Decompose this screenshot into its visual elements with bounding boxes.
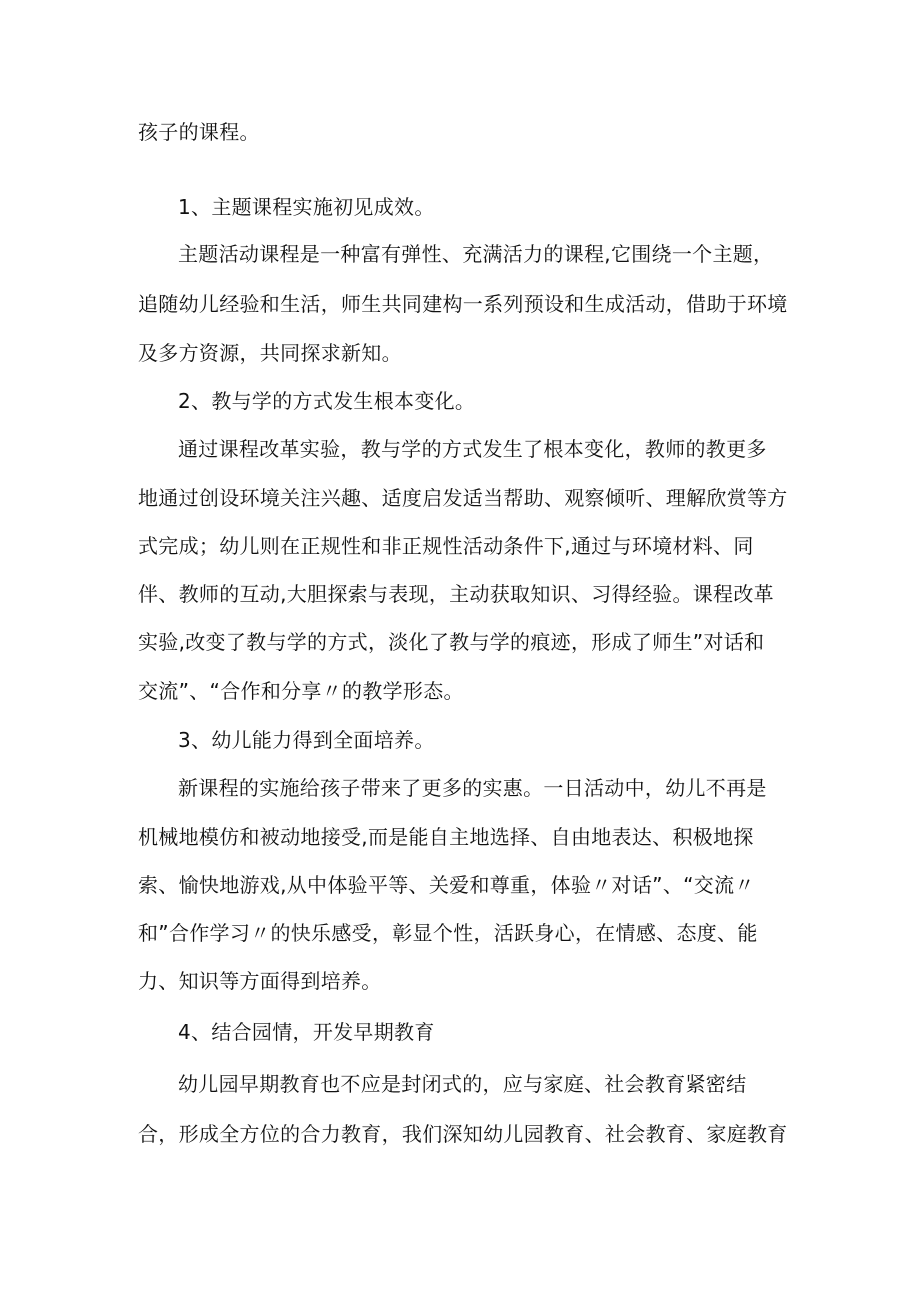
- paragraph-line: 及多方资源，共同探求新知。: [138, 341, 402, 365]
- paragraph-line: 幼儿园早期教育也不应是封闭式的，应与家庭、社会教育紧密结: [178, 1072, 747, 1096]
- paragraph-line: 伴、教师的互动,大胆探索与表现，主动获取知识、习得经验。课程改革: [138, 582, 774, 606]
- paragraph-line: 地通过创设环境关注兴趣、适度启发适当帮助、观察倾听、理解欣赏等方: [138, 486, 788, 510]
- section-heading-3: 3、幼儿能力得到全面培养。: [178, 728, 435, 752]
- section-heading-2: 2、教与学的方式发生根本变化。: [178, 389, 476, 413]
- paragraph-line: 交流”、“合作和分享〃的教学形态。: [138, 679, 464, 703]
- paragraph-line: 新课程的实施给孩子带来了更多的实惠。一日活动中，幼儿不再是: [178, 776, 767, 800]
- paragraph-line: 通过课程改革实验，教与学的方式发生了根本变化，教师的教更多: [178, 437, 767, 461]
- paragraph-line: 实验,改变了教与学的方式，淡化了教与学的痕迹，形成了师生”对话和: [138, 630, 765, 654]
- paragraph-line: 式完成；幼儿则在正规性和非正规性活动条件下,通过与环境材料、同: [138, 534, 754, 558]
- section-heading-4: 4、结合园情，开发早期教育: [178, 1020, 435, 1044]
- paragraph-line: 追随幼儿经验和生活，师生共同建构一系列预设和生成活动，借助于环境: [138, 292, 788, 316]
- paragraph-continuation-line: 孩子的课程。: [138, 120, 260, 144]
- section-heading-1: 1、主题课程实施初见成效。: [178, 195, 435, 219]
- paragraph-line: 主题活动课程是一种富有弹性、充满活力的课程,它围绕一个主题，: [178, 242, 774, 266]
- paragraph-line: 机械地模仿和被动地接受,而是能自主地选择、自由地表达、积极地探: [138, 825, 754, 849]
- paragraph-line: 力、知识等方面得到培养。: [138, 969, 382, 993]
- paragraph-line: 合，形成全方位的合力教育，我们深知幼儿园教育、社会教育、家庭教育: [138, 1122, 788, 1146]
- paragraph-line: 和”合作学习〃的快乐感受，彰显个性，活跃身心，在情感、态度、能: [138, 921, 758, 945]
- paragraph-line: 索、愉快地游戏,从中体验平等、关爱和尊重，体验〃对话”、“交流〃: [138, 873, 755, 897]
